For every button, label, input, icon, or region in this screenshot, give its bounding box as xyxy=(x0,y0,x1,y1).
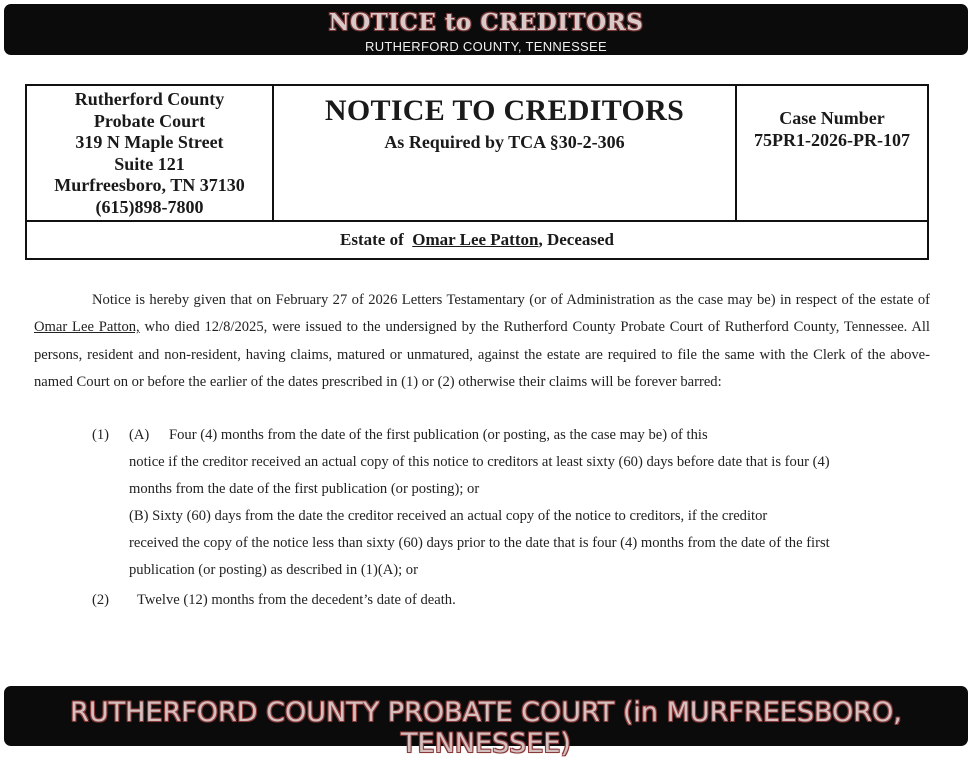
decedent-name-inline: Omar Lee Patton, xyxy=(34,319,140,336)
statute-reference: As Required by TCA §30-2-306 xyxy=(384,132,625,152)
address-line: Murfreesboro, TN 37130 xyxy=(54,175,245,196)
estate-prefix: Estate of xyxy=(340,230,404,249)
item-text: received the copy of the notice less than sixty (60) days prior to the date that is four (4) months from the date of the first xyxy=(129,535,830,551)
item-text: publication (or posting) as described in (1)(A); or xyxy=(129,562,418,578)
bottom-banner xyxy=(4,686,968,759)
item-text: Four (4) months from the date of the first publication (or posting, as the case may be) of this xyxy=(169,427,708,443)
item-sublabel: (A) xyxy=(129,427,150,443)
top-banner xyxy=(4,4,968,55)
address-line: Suite 121 xyxy=(114,153,185,174)
address-line: Rutherford County xyxy=(74,89,225,109)
item-text: notice if the creditor received an actual copy of this notice to creditors at least sixty (60) days before date that is four (4) xyxy=(129,454,830,470)
item-text: months from the date of the first publication (or posting); or xyxy=(129,481,480,497)
notice-body xyxy=(34,287,930,608)
item-number: (1) xyxy=(92,427,110,443)
case-number: 75PR1-2026-PR-107 xyxy=(754,130,910,150)
banner-subtitle: RUTHERFORD COUNTY, TENNESSEE xyxy=(365,39,607,54)
title-cell xyxy=(274,86,735,220)
notice-header-box xyxy=(25,84,929,260)
case-label: Case Number xyxy=(779,108,885,128)
notice-paragraph xyxy=(34,287,930,397)
estate-line xyxy=(27,222,927,258)
address-line: (615)898-7800 xyxy=(95,196,204,217)
case-cell xyxy=(737,86,927,220)
banner-footer: RUTHERFORD COUNTY PROBATE COURT (in MURFREESBORO, TENNESSEE) xyxy=(70,697,902,759)
item-text: Twelve (12) months from the decedent’s date of death. xyxy=(137,592,456,608)
banner-title: NOTICE to CREDITORS xyxy=(328,9,644,36)
notice-title: NOTICE TO CREDITORS xyxy=(324,94,685,127)
estate-suffix: , Deceased xyxy=(538,230,614,249)
item-number: (2) xyxy=(92,592,110,608)
address-line: Probate Court xyxy=(93,110,206,131)
paragraph-text: who died 12/8/2025, were issued to the undersigned by the Rutherford County Probate Court of Rutherford County, Tennessee. All persons, resident and non-resident, having claims, matured or unmatured, against the estate are required to file the same with the Clerk of the above-named Court on or before the earlier of the dates prescribed in (1) or (2) otherwise their claims will be forever barred: xyxy=(34,319,930,391)
paragraph-text: Notice is hereby given that on February 27 of 2026 Letters Testamentary (or of Administration as the case may be) in respect of the estate of xyxy=(92,292,930,308)
item-text: (B) Sixty (60) days from the date the creditor received an actual copy of the notice to creditors, if the creditor xyxy=(129,508,768,524)
court-address xyxy=(27,86,272,220)
decedent-name: Omar Lee Patton xyxy=(412,230,539,249)
address-line: 319 N Maple Street xyxy=(75,132,224,153)
